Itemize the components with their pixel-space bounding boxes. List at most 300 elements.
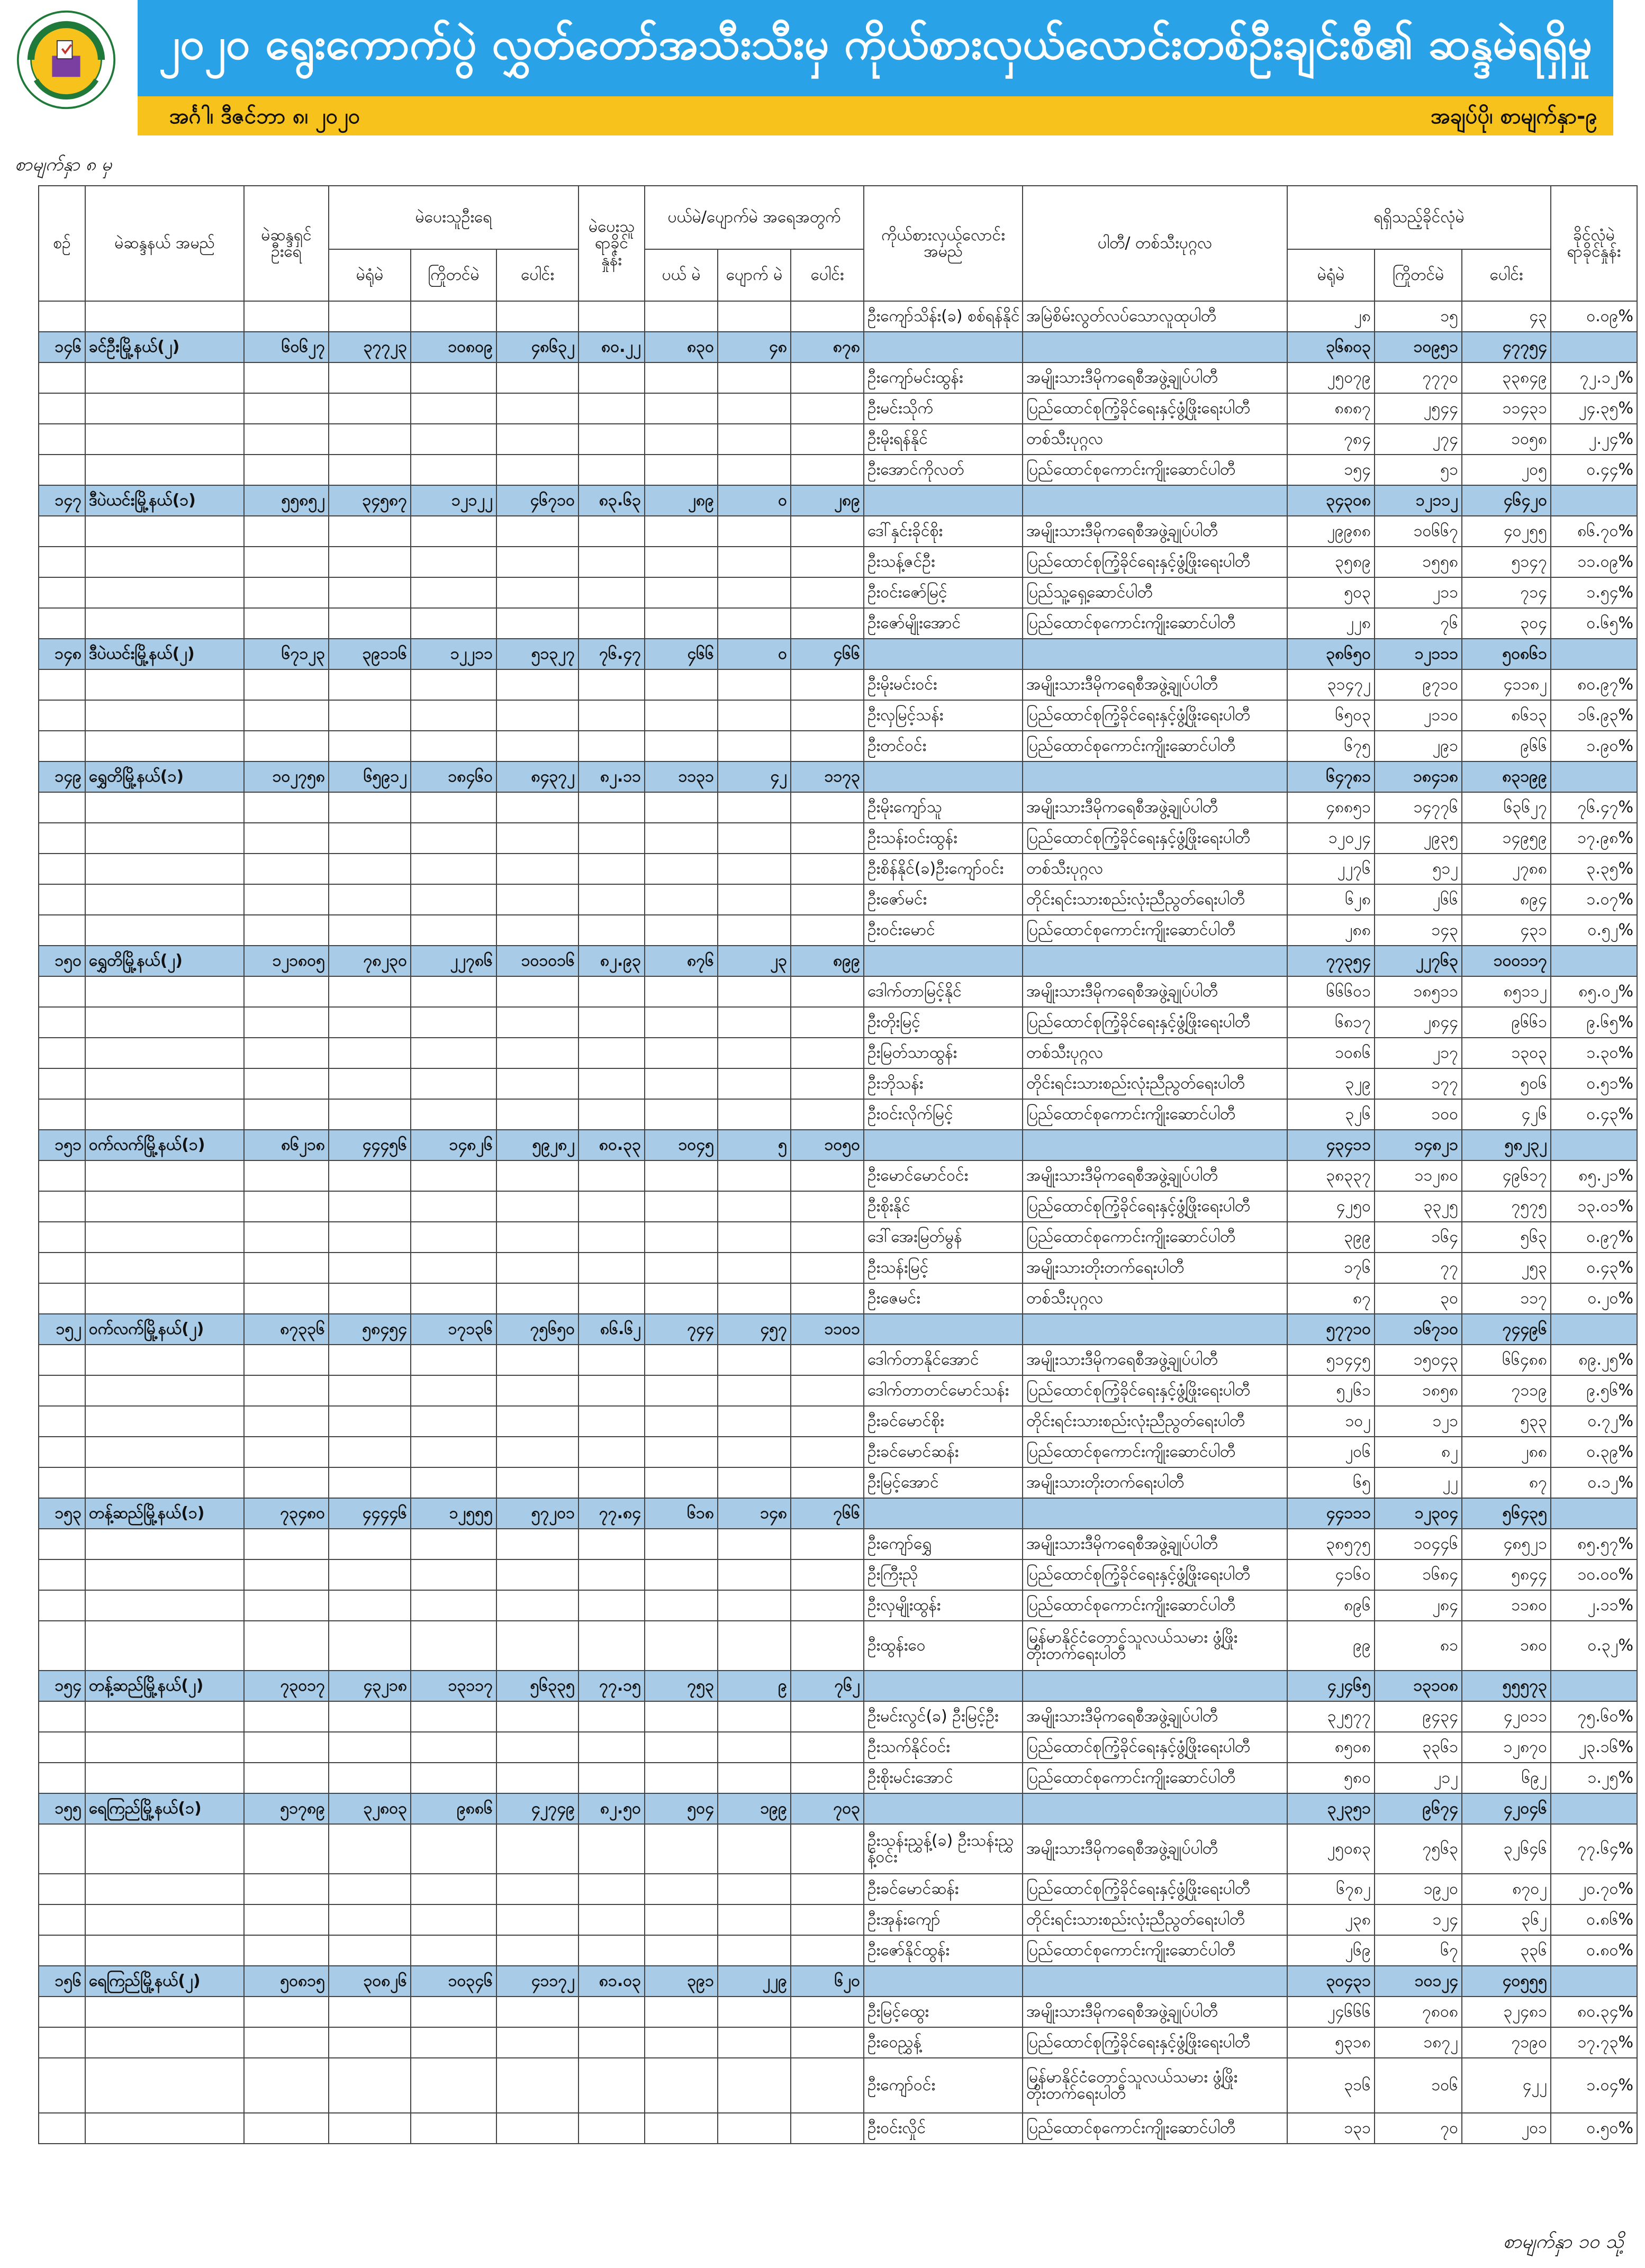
cell-party: အမျိုးသားဒီမိုကရေစီအဖွဲ့ချုပ်ပါတီ: [1023, 792, 1287, 823]
cell-t1: [329, 1590, 411, 1621]
cell-no: [39, 915, 85, 946]
cell-t2: [411, 1038, 496, 1068]
candidate-row: [39, 1191, 1637, 1222]
cell-pct: ၈၀.၃၄%: [1551, 1997, 1637, 2027]
cell-t3: ၈၄၃၇၂: [496, 761, 579, 792]
header-valid-percent: ခိုင်လုံမဲ ရာခိုင်နှုန်း: [1551, 186, 1637, 301]
cell-v3: ၈၅၁၁၂: [1462, 976, 1551, 1007]
candidate-row: [39, 1437, 1637, 1467]
cell-cand: ဦးတိုးမြင့်: [864, 1007, 1023, 1038]
cell-name: [85, 792, 244, 823]
cell-pct: [1551, 1498, 1637, 1529]
cell-v3: ၃၂၆၄၆: [1462, 1824, 1551, 1874]
cell-v1: ၄၂၄၆၅: [1287, 1671, 1375, 1701]
cell-elig: [244, 1701, 329, 1732]
cell-name: [85, 1222, 244, 1253]
cell-turn: [579, 915, 645, 946]
cell-v2: ၁၆၈၄: [1375, 1559, 1462, 1590]
cell-v2: ၂၁၇: [1375, 1038, 1462, 1068]
cell-party: တစ်သီးပုဂ္ဂလ: [1023, 424, 1287, 455]
cell-turn: [579, 1375, 645, 1406]
cell-no: [39, 884, 85, 915]
cell-elig: [244, 1824, 329, 1874]
cell-cand: ဦးမိုးမင်းဝင်း: [864, 669, 1023, 700]
cell-cand: [864, 761, 1023, 792]
cell-elig: [244, 731, 329, 761]
cell-turn: [579, 1007, 645, 1038]
cell-party: ပြည်ထောင်စုကြံ့ခိုင်ရေးနှင့်ဖွံ့ဖြိုးရေးပါတီ: [1023, 1874, 1287, 1904]
header-voters: မဲပေးသူဦးရေ: [329, 186, 579, 249]
cell-v2: ၁၉၂၀: [1375, 1874, 1462, 1904]
cell-t1: ၃၄၅၈၇: [329, 485, 411, 516]
cell-i3: ၈၇၈: [791, 332, 864, 362]
cell-i2: ၁၄၈: [718, 1498, 791, 1529]
cell-no: [39, 976, 85, 1007]
continued-to-note: စာမျက်နှာ ၁၀ သို့: [1503, 2231, 1624, 2253]
cell-i2: [718, 455, 791, 485]
cell-v3: ၅၈၄၄: [1462, 1559, 1551, 1590]
cell-v3: ၇၄၄၉၆: [1462, 1314, 1551, 1345]
cell-party: တစ်သီးပုဂ္ဂလ: [1023, 1283, 1287, 1314]
header-voters-total: ပေါင်း: [496, 249, 579, 301]
cell-cand: ဦးဝင်းလိုက်မြင့်: [864, 1099, 1023, 1130]
cell-turn: ၈၀.၂၂: [579, 332, 645, 362]
cell-t1: ၄၃၂၁၈: [329, 1671, 411, 1701]
cell-turn: [579, 393, 645, 424]
cell-i1: [645, 1038, 718, 1068]
cell-i3: ၈၉၉: [791, 946, 864, 976]
cell-party: အမျိုးသားဒီမိုကရေစီအဖွဲ့ချုပ်ပါတီ: [1023, 1824, 1287, 1874]
cell-i2: [718, 608, 791, 639]
cell-no: ၁၅၁: [39, 1130, 85, 1160]
cell-v3: ၇၁၄: [1462, 577, 1551, 608]
cell-party: ပြည်ထောင်စုကောင်းကျိုးဆောင်ပါတီ: [1023, 455, 1287, 485]
cell-t3: [496, 1007, 579, 1038]
cell-party: [1023, 485, 1287, 516]
cell-v1: ၉၉: [1287, 1621, 1375, 1671]
cell-v1: ၂၂၈: [1287, 608, 1375, 639]
cell-t1: [329, 1099, 411, 1130]
cell-cand: ဦးဝင်းမောင်: [864, 915, 1023, 946]
cell-turn: [579, 1068, 645, 1099]
cell-name: [85, 1997, 244, 2027]
header-invalid-votes: ပယ်မဲ/ပျောက်မဲ အရေအတွက်: [645, 186, 864, 249]
cell-no: ၁၄၈: [39, 639, 85, 669]
cell-elig: [244, 823, 329, 854]
cell-v2: ၁၆၇၁၀: [1375, 1314, 1462, 1345]
cell-i3: [791, 854, 864, 884]
cell-no: [39, 1160, 85, 1191]
cell-i1: [645, 1437, 718, 1467]
cell-party: ပြည်ထောင်စုကြံ့ခိုင်ရေးနှင့်ဖွံ့ဖြိုးရေးပါတီ: [1023, 1191, 1287, 1222]
cell-t3: [496, 301, 579, 332]
cell-party: အမျိုးသားတိုးတက်ရေးပါတီ: [1023, 1467, 1287, 1498]
cell-i1: ၇၅၃: [645, 1671, 718, 1701]
cell-pct: ၈၅.၂၁%: [1551, 1160, 1637, 1191]
cell-v3: ၄၆၄၂၀: [1462, 485, 1551, 516]
cell-pct: ၁.၀၇%: [1551, 884, 1637, 915]
cell-i3: [791, 393, 864, 424]
cell-t3: ၅၉၂၈၂: [496, 1130, 579, 1160]
cell-t2: [411, 1590, 496, 1621]
cell-i3: [791, 547, 864, 577]
cell-v2: ၉၄၃၄: [1375, 1701, 1462, 1732]
candidate-row: [39, 915, 1637, 946]
cell-v2: ၁၇၇: [1375, 1068, 1462, 1099]
cell-no: [39, 1253, 85, 1283]
cell-party: တိုင်းရင်းသားစည်းလုံးညီညွတ်ရေးပါတီ: [1023, 884, 1287, 915]
candidate-row: [39, 669, 1637, 700]
cell-v2: ၂၂: [1375, 1467, 1462, 1498]
cell-elig: [244, 577, 329, 608]
cell-v3: ၁၁၇: [1462, 1283, 1551, 1314]
cell-party: တစ်သီးပုဂ္ဂလ: [1023, 1038, 1287, 1068]
cell-name: [85, 393, 244, 424]
cell-party: [1023, 1498, 1287, 1529]
cell-v2: ၁၂၄: [1375, 1904, 1462, 1935]
cell-i1: [645, 1874, 718, 1904]
cell-party: ပြည်ထောင်စုကောင်းကျိုးဆောင်ပါတီ: [1023, 2113, 1287, 2144]
cell-i1: [645, 823, 718, 854]
cell-t3: [496, 608, 579, 639]
cell-v3: ၄၈၅၂၁: [1462, 1529, 1551, 1559]
cell-v3: ၃၀၄: [1462, 608, 1551, 639]
cell-i1: ၅၀၄: [645, 1793, 718, 1824]
cell-party: ပြည်ထောင်စုကောင်းကျိုးဆောင်ပါတီ: [1023, 1590, 1287, 1621]
cell-cand: ဦးကြီးညို: [864, 1559, 1023, 1590]
cell-v3: ၁၁၄၃၁: [1462, 393, 1551, 424]
cell-v2: ၁၈၇၂: [1375, 2027, 1462, 2058]
cell-v2: ၁၀၁၂၄: [1375, 1966, 1462, 1997]
cell-turn: [579, 301, 645, 332]
cell-party: အမြဲစိမ်းလွတ်လပ်သောလူထုပါတီ: [1023, 301, 1287, 332]
cell-turn: [579, 1824, 645, 1874]
cell-t2: [411, 1099, 496, 1130]
cell-t1: [329, 1068, 411, 1099]
cell-elig: ၈၆၂၁၈: [244, 1130, 329, 1160]
cell-elig: [244, 1406, 329, 1437]
cell-party: ပြည်ထောင်စုကြံ့ခိုင်ရေးနှင့်ဖွံ့ဖြိုးရေးပါတီ: [1023, 2027, 1287, 2058]
cell-v3: ၂၇၈၈: [1462, 854, 1551, 884]
cell-v3: ၈၇: [1462, 1467, 1551, 1498]
cell-no: [39, 1283, 85, 1314]
cell-no: [39, 1997, 85, 2027]
cell-v2: ၈၁: [1375, 1621, 1462, 1671]
candidate-row: [39, 1467, 1637, 1498]
cell-v3: ၈၇၀၂: [1462, 1874, 1551, 1904]
constituency-summary-row: [39, 1314, 1637, 1345]
candidate-row: [39, 608, 1637, 639]
cell-v2: ၁၅၀၄၃: [1375, 1345, 1462, 1375]
cell-v1: ၆၈၁၇: [1287, 1007, 1375, 1038]
candidate-row: [39, 1375, 1637, 1406]
header-no: စဉ်: [39, 186, 85, 301]
continued-from-note: စာမျက်နှာ ၈ မှ: [15, 154, 112, 175]
cell-v3: ၃၂၄၈၁: [1462, 1997, 1551, 2027]
cell-no: [39, 854, 85, 884]
cell-t3: [496, 2113, 579, 2144]
cell-i3: [791, 1467, 864, 1498]
cell-pct: ၈၅.၀၂%: [1551, 976, 1637, 1007]
cell-t1: [329, 1038, 411, 1068]
cell-pct: ၁၁.၀၉%: [1551, 547, 1637, 577]
cell-no: [39, 1590, 85, 1621]
cell-i1: [645, 854, 718, 884]
cell-t2: [411, 884, 496, 915]
cell-t3: [496, 1824, 579, 1874]
cell-no: [39, 669, 85, 700]
cell-i2: [718, 393, 791, 424]
cell-i3: [791, 1997, 864, 2027]
cell-name: [85, 2113, 244, 2144]
cell-no: ၁၄၇: [39, 485, 85, 516]
cell-party: ပြည်ထောင်စုကောင်းကျိုးဆောင်ပါတီ: [1023, 1099, 1287, 1130]
cell-t3: [496, 1732, 579, 1763]
cell-i2: ၉: [718, 1671, 791, 1701]
cell-i2: [718, 1590, 791, 1621]
cell-turn: [579, 1701, 645, 1732]
cell-t2: ၁၄၈၂၆: [411, 1130, 496, 1160]
cell-cand: ဦးဘိုသန်း: [864, 1068, 1023, 1099]
cell-elig: [244, 1007, 329, 1038]
cell-v1: ၄၄၁၁၁: [1287, 1498, 1375, 1529]
header-votes-advance: ကြိုတင်မဲ: [1375, 249, 1462, 301]
cell-t3: [496, 915, 579, 946]
cell-t1: [329, 1529, 411, 1559]
cell-party: တစ်သီးပုဂ္ဂလ: [1023, 854, 1287, 884]
cell-pct: ၃.၃၅%: [1551, 854, 1637, 884]
candidate-row: [39, 792, 1637, 823]
cell-i1: ၁၁၃၁: [645, 761, 718, 792]
cell-v1: ၃၈၆၅၀: [1287, 639, 1375, 669]
cell-v1: ၂၀၆: [1287, 1437, 1375, 1467]
cell-no: [39, 1874, 85, 1904]
cell-v3: ၄၀၅၅၅: [1462, 1966, 1551, 1997]
cell-cand: ဦးမိုးရန်နိုင်: [864, 424, 1023, 455]
cell-v1: ၃၆၈၀၃: [1287, 332, 1375, 362]
cell-party: [1023, 639, 1287, 669]
cell-t1: [329, 424, 411, 455]
cell-cand: ဦးဝေညွှန့်: [864, 2027, 1023, 2058]
cell-t2: [411, 1160, 496, 1191]
cell-no: [39, 1375, 85, 1406]
cell-t3: [496, 1590, 579, 1621]
cell-i2: [718, 1935, 791, 1966]
cell-v3: ၄၉၆၁၇: [1462, 1160, 1551, 1191]
cell-i2: [718, 2113, 791, 2144]
cell-v1: ၃၁၆: [1287, 2058, 1375, 2113]
cell-t1: [329, 854, 411, 884]
cell-i3: [791, 1437, 864, 1467]
page-header: [0, 0, 1645, 143]
cell-t3: ၅၁၃၂၇: [496, 639, 579, 669]
header-voters-advance: ကြိုတင်မဲ: [411, 249, 496, 301]
cell-cand: ဦးအောင်ကိုလတ်: [864, 455, 1023, 485]
cell-cand: ဦးဇေမင်း: [864, 1283, 1023, 1314]
cell-i1: [645, 1935, 718, 1966]
cell-v1: ၅၃၁၈: [1287, 2027, 1375, 2058]
cell-turn: ၈၂.၅၀: [579, 1793, 645, 1824]
cell-elig: ၅၁၇၈၉: [244, 1793, 329, 1824]
cell-v2: ၂၈၄၄: [1375, 1007, 1462, 1038]
cell-no: [39, 2113, 85, 2144]
cell-i2: ၀: [718, 639, 791, 669]
cell-i3: [791, 362, 864, 393]
cell-v1: ၂၈၈: [1287, 915, 1375, 946]
cell-cand: ဒေါက်တာနိုင်အောင်: [864, 1345, 1023, 1375]
cell-v3: ၅၆၄၃၅: [1462, 1498, 1551, 1529]
header-invalid-total: ပေါင်း: [791, 249, 864, 301]
cell-i3: [791, 700, 864, 731]
header-invalid-rejected: ပယ် မဲ: [645, 249, 718, 301]
cell-v1: ၈၉၆: [1287, 1590, 1375, 1621]
cell-pct: ၀.၇၂%: [1551, 1406, 1637, 1437]
cell-v2: ၅၁၂: [1375, 854, 1462, 884]
candidate-row: [39, 1997, 1637, 2027]
cell-v2: ၁၃၁၀၈: [1375, 1671, 1462, 1701]
cell-v2: ၁၈၄၁၈: [1375, 761, 1462, 792]
cell-i2: ၄၂: [718, 761, 791, 792]
cell-no: [39, 1529, 85, 1559]
cell-turn: [579, 1621, 645, 1671]
cell-t3: [496, 1701, 579, 1732]
cell-cand: [864, 1671, 1023, 1701]
cell-pct: ၉.၆၅%: [1551, 1007, 1637, 1038]
cell-party: အမျိုးသားဒီမိုကရေစီအဖွဲ့ချုပ်ပါတီ: [1023, 516, 1287, 547]
cell-t2: [411, 2113, 496, 2144]
cell-party: [1023, 1966, 1287, 1997]
cell-turn: [579, 1191, 645, 1222]
cell-pct: ၀.၄၃%: [1551, 1253, 1637, 1283]
cell-i2: [718, 823, 791, 854]
cell-t2: ၁၃၁၁၇: [411, 1671, 496, 1701]
cell-no: [39, 1345, 85, 1375]
cell-party: အမျိုးသားဒီမိုကရေစီအဖွဲ့ချုပ်ပါတီ: [1023, 1345, 1287, 1375]
cell-elig: [244, 884, 329, 915]
cell-i1: [645, 1701, 718, 1732]
cell-name: [85, 1437, 244, 1467]
cell-cand: ဦးဇော်မျိုးအောင်: [864, 608, 1023, 639]
candidate-row: [39, 1283, 1637, 1314]
cell-elig: ၅၅၈၅၂: [244, 485, 329, 516]
cell-turn: [579, 854, 645, 884]
cell-t1: [329, 516, 411, 547]
cell-i2: [718, 1375, 791, 1406]
cell-t2: [411, 393, 496, 424]
cell-no: [39, 792, 85, 823]
cell-name: [85, 1068, 244, 1099]
candidate-row: [39, 823, 1637, 854]
cell-t3: [496, 1160, 579, 1191]
cell-cand: ဦးမြင့်အောင်: [864, 1467, 1023, 1498]
cell-name: [85, 1375, 244, 1406]
cell-i3: [791, 1222, 864, 1253]
cell-cand: ဦးမောင်မောင်ဝင်း: [864, 1160, 1023, 1191]
cell-i2: [718, 1283, 791, 1314]
cell-v3: ၈၉၄: [1462, 884, 1551, 915]
cell-t1: ၄၄၄၅၆: [329, 1130, 411, 1160]
candidate-row: [39, 577, 1637, 608]
cell-name: [85, 700, 244, 731]
cell-t2: [411, 1007, 496, 1038]
cell-v2: ၁၂၁: [1375, 1406, 1462, 1437]
cell-v1: ၅၈၀: [1287, 1763, 1375, 1793]
cell-t1: [329, 731, 411, 761]
cell-cand: ဦးဇော်မင်း: [864, 884, 1023, 915]
cell-t2: [411, 2058, 496, 2113]
cell-v2: ၃၀: [1375, 1283, 1462, 1314]
cell-cand: ဦးစိုးမင်းအောင်: [864, 1763, 1023, 1793]
cell-v1: ၅၂၆၁: [1287, 1375, 1375, 1406]
cell-t1: [329, 915, 411, 946]
cell-turn: [579, 1529, 645, 1559]
candidate-row: [39, 455, 1637, 485]
cell-i3: ၇၆၆: [791, 1498, 864, 1529]
cell-pct: ၁၆.၉၃%: [1551, 700, 1637, 731]
cell-pct: ၀.၅၂%: [1551, 915, 1637, 946]
cell-cand: ဦးကျော်ရွှေ: [864, 1529, 1023, 1559]
cell-t2: [411, 516, 496, 547]
cell-v2: ၃၃၂၅: [1375, 1191, 1462, 1222]
cell-t3: [496, 1406, 579, 1437]
cell-t2: [411, 608, 496, 639]
cell-name: [85, 608, 244, 639]
cell-t2: [411, 424, 496, 455]
cell-turn: [579, 577, 645, 608]
cell-t2: [411, 362, 496, 393]
cell-turn: [579, 547, 645, 577]
results-table: [38, 185, 1638, 2144]
cell-v2: ၁၅: [1375, 301, 1462, 332]
cell-i2: [718, 362, 791, 393]
cell-t3: ၅၇၂၀၁: [496, 1498, 579, 1529]
cell-v2: ၇၇၇၀: [1375, 362, 1462, 393]
cell-i2: [718, 1160, 791, 1191]
cell-v1: ၁၀၂: [1287, 1406, 1375, 1437]
cell-t2: [411, 1406, 496, 1437]
cell-no: [39, 608, 85, 639]
cell-elig: [244, 424, 329, 455]
candidate-row: [39, 1099, 1637, 1130]
cell-turn: [579, 1222, 645, 1253]
cell-v2: ၇၈၀၈: [1375, 1997, 1462, 2027]
cell-pct: ၀.၁၂%: [1551, 1467, 1637, 1498]
cell-i3: [791, 516, 864, 547]
page-reference: အချပ်ပို၊ စာမျက်နှာ-၉: [1431, 104, 1597, 129]
cell-i2: [718, 1467, 791, 1498]
cell-i2: [718, 1529, 791, 1559]
cell-name: [85, 1191, 244, 1222]
cell-name: [85, 854, 244, 884]
cell-elig: [244, 516, 329, 547]
cell-no: [39, 1824, 85, 1874]
cell-v3: ၅၀၈၆၁: [1462, 639, 1551, 669]
cell-elig: [244, 2058, 329, 2113]
cell-party: ပြည်ထောင်စုကောင်းကျိုးဆောင်ပါတီ: [1023, 1437, 1287, 1467]
constituency-summary-row: [39, 1671, 1637, 1701]
cell-i1: [645, 1732, 718, 1763]
cell-party: ပြည်ထောင်စုကြံ့ခိုင်ရေးနှင့်ဖွံ့ဖြိုးရေးပါတီ: [1023, 547, 1287, 577]
cell-i1: [645, 1590, 718, 1621]
cell-v2: ၂၁၂: [1375, 1763, 1462, 1793]
cell-v2: ၇၅၆၃: [1375, 1824, 1462, 1874]
candidate-row: [39, 1824, 1637, 1874]
cell-t3: [496, 854, 579, 884]
cell-elig: [244, 1997, 329, 2027]
cell-v2: ၂၉၁: [1375, 731, 1462, 761]
cell-i3: ၁၀၅၀: [791, 1130, 864, 1160]
cell-elig: ၁၂၁၈၀၅: [244, 946, 329, 976]
